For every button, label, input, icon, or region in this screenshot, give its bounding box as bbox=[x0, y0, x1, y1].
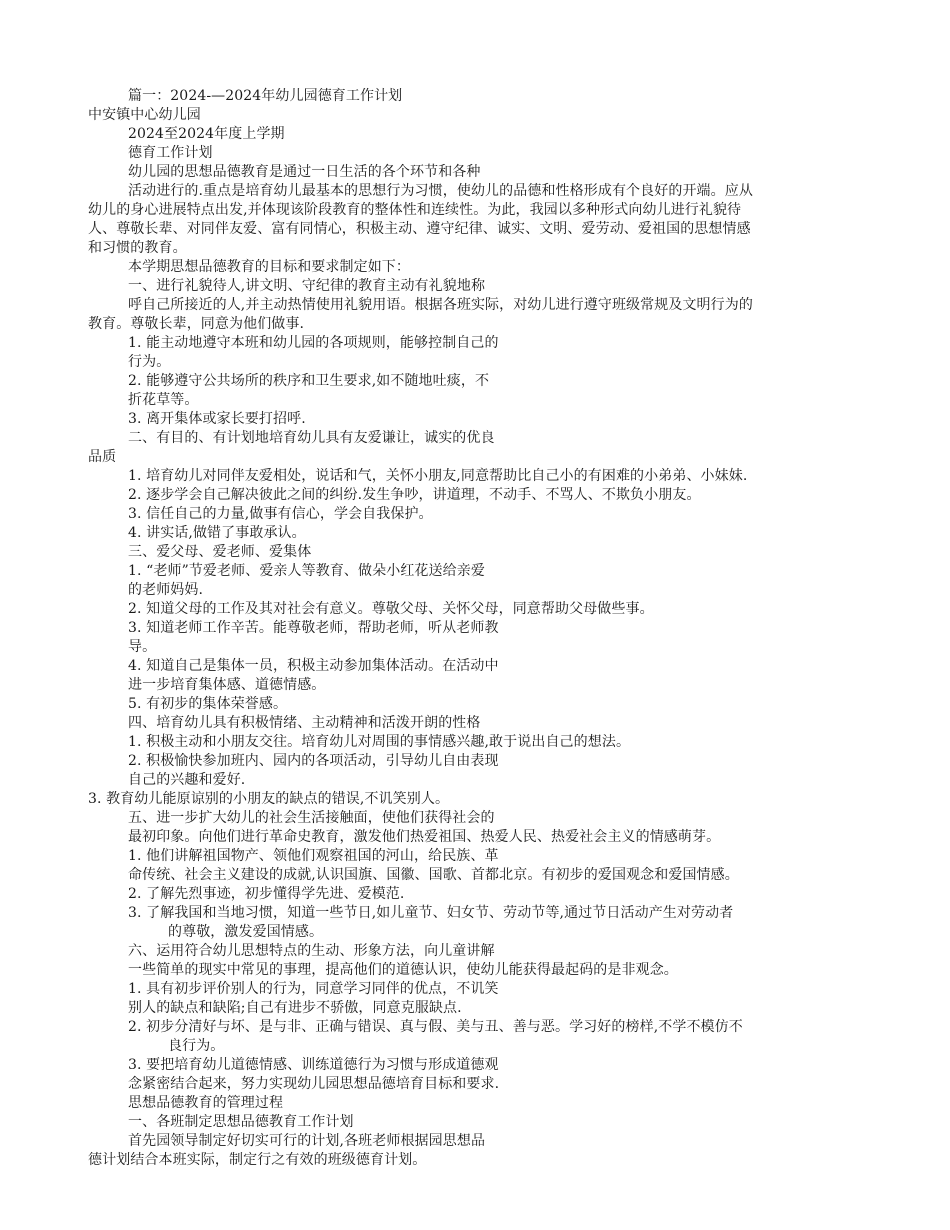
list-item: 3. 了解我国和当地习惯，知道一些节日,如儿童节、妇女节、劳动节等,通过节日活动产生对劳动者 bbox=[128, 905, 734, 921]
school-name: 中安镇中心幼儿园 bbox=[88, 107, 201, 123]
section-heading-1: 一、进行礼貌待人,讲文明、守纪律的教育主动有礼貌地称 bbox=[128, 278, 486, 294]
section-heading-5: 五、进一步扩大幼儿的社会生活接触面，使他们获得社会的 bbox=[128, 810, 495, 826]
list-item: 3. 知道老师工作辛苦。能尊敬老师，帮助老师，听从老师教 bbox=[128, 620, 499, 636]
list-item: 3. 教育幼儿能原谅别的小朋友的缺点的错误,不讥笑别人。 bbox=[88, 791, 450, 807]
text-line: 行为。 bbox=[128, 354, 171, 370]
text-line: 呼自己所接近的人,并主动热情使用礼貌用语。根据各班实际，对幼儿进行遵守班级常规及文明行为的 bbox=[128, 297, 753, 313]
list-item: 4. 讲实话,做错了事敢承认。 bbox=[128, 525, 306, 541]
text-line: 念紧密结合起来，努力实现幼儿园思想品德培育目标和要求. bbox=[128, 1076, 500, 1092]
list-item: 5. 有初步的集体荣誉感。 bbox=[128, 696, 288, 712]
list-item: 2. 知道父母的工作及其对社会有意义。尊敬父母、关怀父母，同意帮助父母做些事。 bbox=[128, 601, 654, 617]
list-item: 1. 积极主动和小朋友交往。培育幼儿对周围的事情感兴趣,敢于说出自己的想法。 bbox=[128, 734, 631, 750]
list-item: 3. 信任自己的力量,做事有信心，学会自我保护。 bbox=[128, 506, 433, 522]
text-line: 本学期思想品德教育的目标和要求制定如下： bbox=[128, 259, 410, 275]
plan-heading: 德育工作计划 bbox=[128, 145, 213, 161]
text-line: 幼儿的身心进展特点出发,并体现该阶段教育的整体性和连续性。为此，我园以多种形式向幼儿进行礼貌待 bbox=[88, 202, 742, 218]
text-line: 首先园领导制定好切实可行的计划,各班老师根据园思想品 bbox=[128, 1133, 486, 1149]
list-item: 1. 能主动地遵守本班和幼儿园的各项规则，能够控制自己的 bbox=[128, 335, 499, 351]
semester-line: 2024至2024年度上学期 bbox=[128, 126, 285, 142]
text-line: 德计划结合本班实际，制定行之有效的班级德育计划。 bbox=[88, 1152, 427, 1168]
text-line: 和习惯的教育。 bbox=[88, 240, 187, 256]
text-line: 的尊敬，激发爱国情感。 bbox=[168, 924, 324, 940]
text-line: 人、尊敬长辈、对同伴友爱、富有同情心，积极主动、遵守纪律、诚实、文明、爱劳动、爱祖国的思想情感 bbox=[88, 221, 751, 237]
list-item: 1. 具有初步评价别人的行为，同意学习同伴的优点，不讥笑 bbox=[128, 981, 499, 997]
section-heading-2: 二、有目的、有计划地培育幼儿具有友爱谦让，诚实的优良 bbox=[128, 430, 495, 446]
text-line: 自己的兴趣和爱好. bbox=[128, 772, 246, 788]
list-item: 2. 能够遵守公共场所的秩序和卫生要求,如不随地吐痰，不 bbox=[128, 373, 490, 389]
list-item: 2. 逐步学会自己解决彼此之间的纠纷.发生争吵，讲道理，不动手、不骂人、不欺负小朋友。 bbox=[128, 487, 701, 503]
section-heading-7: 一、各班制定思想品德教育工作计划 bbox=[128, 1114, 354, 1130]
text-line: 进一步培育集体感、道德情感。 bbox=[128, 677, 326, 693]
text-line: 幼儿园的思想品德教育是通过一日生活的各个环节和各种 bbox=[128, 164, 481, 180]
text-line: 一些简单的现实中常见的事理，提高他们的道德认识，使幼儿能获得最起码的是非观念。 bbox=[128, 962, 678, 978]
section-heading-3: 三、爱父母、爱老师、爱集体 bbox=[128, 544, 312, 560]
list-item: 2. 积极愉快参加班内、园内的各项活动，引导幼儿自由表现 bbox=[128, 753, 499, 769]
section-heading-4: 四、培育幼儿具有积极情绪、主动精神和活泼开朗的性格 bbox=[128, 715, 481, 731]
list-item: 3. 离开集体或家长要打招呼. bbox=[128, 411, 306, 427]
list-item: 1. “老师”节爱老师、爱亲人等教育、做朵小红花送给亲爱 bbox=[128, 563, 485, 579]
list-item: 2. 初步分清好与坏、是与非、正确与错误、真与假、美与丑、善与恶。学习好的榜样,不学不模仿不 bbox=[128, 1019, 743, 1035]
text-line: 的老师妈妈. bbox=[128, 582, 204, 598]
text-line: 导。 bbox=[128, 639, 157, 655]
text-line: 教育。尊敬长辈，同意为他们做事. bbox=[88, 316, 305, 332]
text-line: 品质 bbox=[88, 449, 117, 465]
list-item: 2. 了解先烈事迹，初步懂得学先进、爱模范. bbox=[128, 886, 405, 902]
list-item: 4. 知道自己是集体一员，积极主动参加集体活动。在活动中 bbox=[128, 658, 499, 674]
list-item: 1. 培育幼儿对同伴友爱相处，说话和气，关怀小朋友,同意帮助比自己小的有困难的小弟弟、小妹妹. bbox=[128, 468, 748, 484]
management-heading: 思想品德教育的管理过程 bbox=[128, 1095, 284, 1111]
text-line: 良行为。 bbox=[168, 1038, 225, 1054]
list-item: 1. 他们讲解祖国物产、领他们观察祖国的河山，给民族、革 bbox=[128, 848, 499, 864]
text-line: 活动进行的.重点是培育幼儿最基本的思想行为习惯，使幼儿的品德和性格形成有个良好的开端。应从 bbox=[128, 183, 753, 199]
list-item: 3. 要把培育幼儿道德情感、训练道德行为习惯与形成道德观 bbox=[128, 1057, 499, 1073]
doc-title: 篇一：2024-—2024年幼儿园德育工作计划 bbox=[128, 88, 403, 104]
text-line: 命传统、社会主义建设的成就,认识国旗、国徽、国歌、首都北京。有初步的爱国观念和爱国情感。 bbox=[128, 867, 739, 883]
text-line: 折花草等。 bbox=[128, 392, 199, 408]
section-heading-6: 六、运用符合幼儿思想特点的生动、形象方法，向儿童讲解 bbox=[128, 943, 495, 959]
text-line: 别人的缺点和缺陷;自己有进步不骄傲，同意克服缺点. bbox=[128, 1000, 462, 1016]
text-line: 最初印象。向他们进行革命史教育，激发他们热爱祖国、热爱人民、热爱社会主义的情感萌芽。 bbox=[128, 829, 721, 845]
